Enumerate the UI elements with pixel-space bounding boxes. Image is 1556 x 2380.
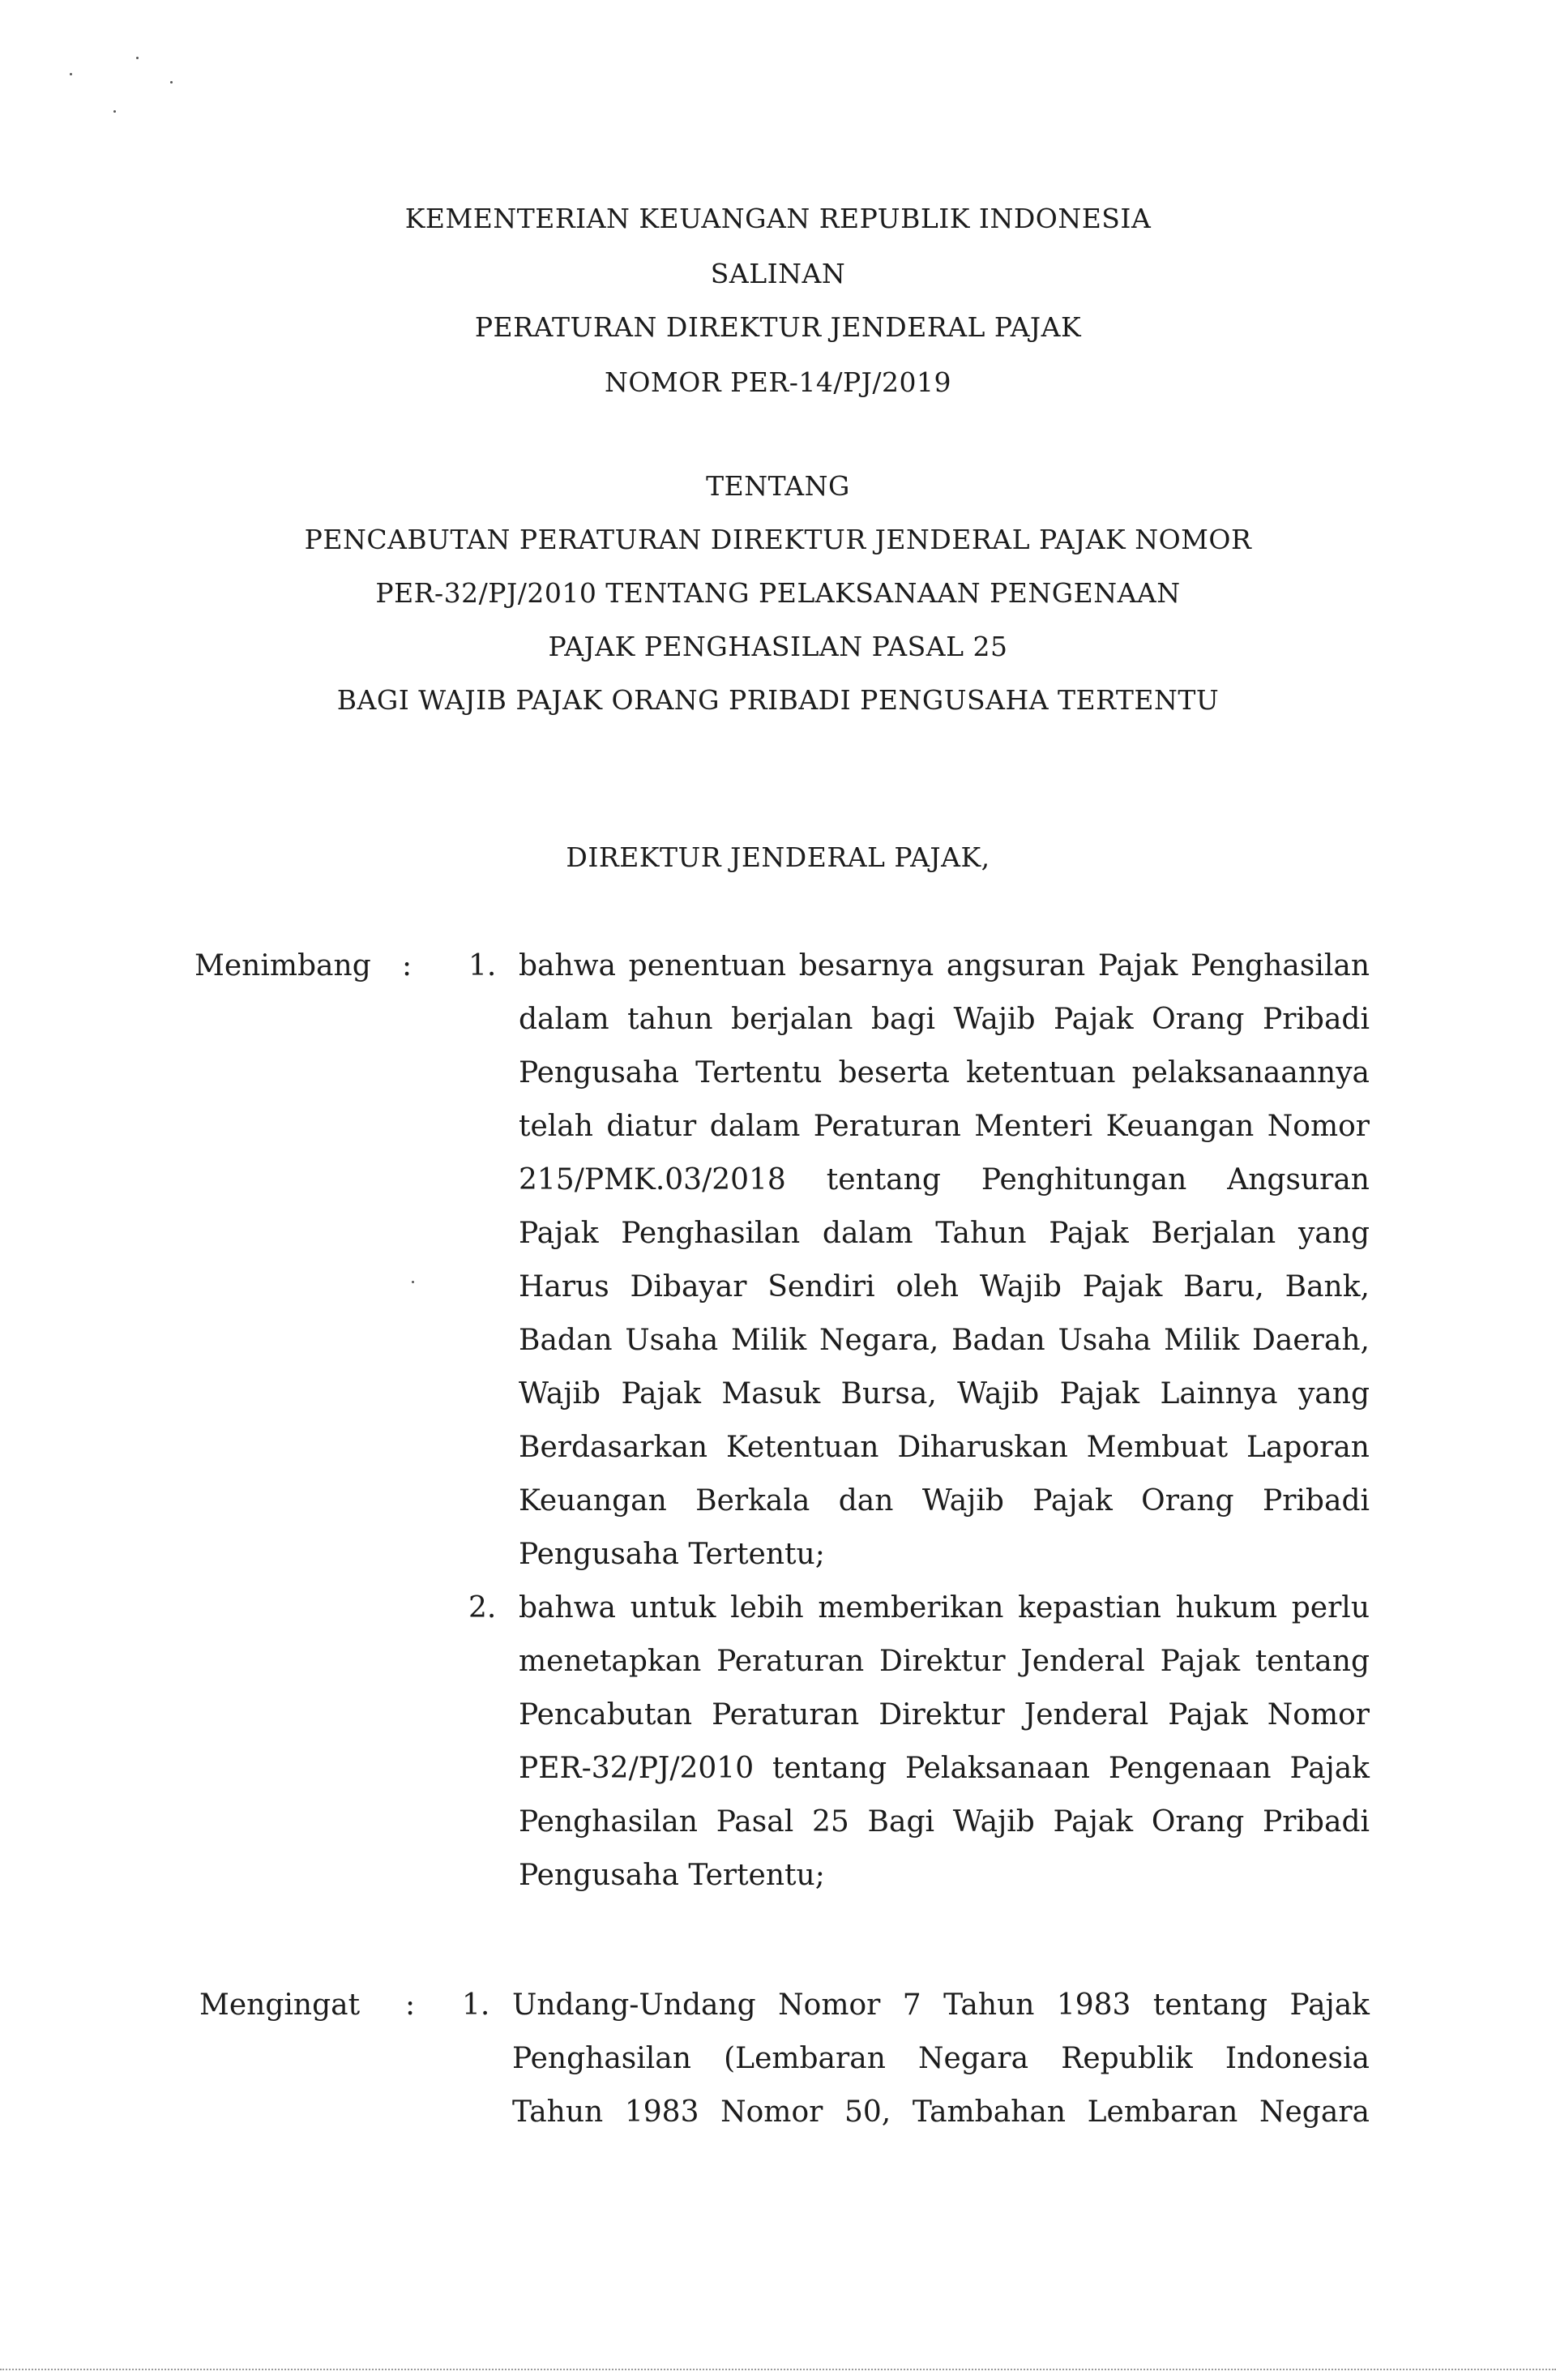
text-line: Penghasilan (Lembaran Negara Republik Indonesia	[512, 2042, 1370, 2075]
regulation-number: NOMOR PER-14/PJ/2019	[604, 366, 952, 398]
scan-edge-line	[0, 2369, 1556, 2370]
text-line: Badan Usaha Milik Negara, Badan Usaha Milik Daerah,	[519, 1324, 1370, 1357]
scan-speck	[113, 110, 116, 113]
text-line: Penghasilan Pasal 25 Bagi Wajib Pajak Orang Pribadi	[519, 1805, 1370, 1839]
title-line: PENCABUTAN PERATURAN DIREKTUR JENDERAL PAJAK NOMOR	[304, 524, 1252, 555]
mengingat-item-text	[512, 1979, 1370, 2139]
text-line: telah diatur dalam Peraturan Menteri Keuangan Nomor	[519, 1110, 1370, 1143]
text-line: Pengusaha Tertentu;	[519, 1538, 825, 1571]
menimbang-label: Menimbang	[194, 949, 371, 982]
scan-speck	[136, 57, 139, 59]
menimbang-item-text	[519, 940, 1370, 1582]
title-line: BAGI WAJIB PAJAK ORANG PRIBADI PENGUSAHA TERTENTU	[336, 684, 1220, 716]
text-line: Pencabutan Peraturan Direktur Jenderal Pajak Nomor	[519, 1698, 1370, 1731]
text-line: Tahun 1983 Nomor 50, Tambahan Lembaran Negara	[512, 2095, 1370, 2129]
scan-speck	[170, 81, 173, 83]
ministry-name: KEMENTERIAN KEUANGAN REPUBLIK INDONESIA	[404, 203, 1152, 234]
text-line: Berdasarkan Ketentuan Diharuskan Membuat Laporan	[519, 1431, 1370, 1464]
text-line: menetapkan Peraturan Direktur Jenderal Pajak tentang	[519, 1645, 1370, 1678]
text-line: bahwa untuk lebih memberikan kepastian hukum perlu	[519, 1591, 1370, 1624]
menimbang-item-number: 1.	[468, 949, 497, 982]
text-line: 215/PMK.03/2018 tentang Penghitungan Angsuran	[519, 1163, 1370, 1196]
text-line: Harus Dibayar Sendiri oleh Wajib Pajak Baru, Bank,	[519, 1270, 1370, 1303]
mengingat-label: Mengingat	[199, 1988, 361, 2022]
text-line: Keuangan Berkala dan Wajib Pajak Orang Pribadi	[519, 1484, 1370, 1517]
title-line: PER-32/PJ/2010 TENTANG PELAKSANAAN PENGENAAN	[375, 577, 1181, 609]
copy-label: SALINAN	[710, 258, 846, 289]
text-line: Wajib Pajak Masuk Bursa, Wajib Pajak Lainnya yang	[519, 1377, 1370, 1410]
menimbang-colon: :	[402, 949, 413, 982]
menimbang-item-text	[519, 1582, 1370, 1903]
text-line: Pengusaha Tertentu;	[519, 1859, 825, 1892]
text-line: Undang-Undang Nomor 7 Tahun 1983 tentang Pajak	[512, 1988, 1370, 2022]
mengingat-colon: :	[405, 1988, 416, 2022]
text-line: Pengusaha Tertentu beserta ketentuan pelaksanaannya	[519, 1056, 1370, 1089]
mengingat-item-number: 1.	[462, 1988, 490, 2022]
scan-speck	[412, 1281, 414, 1283]
text-line: bahwa penentuan besarnya angsuran Pajak Penghasilan	[519, 949, 1370, 982]
title-line: PAJAK PENGHASILAN PASAL 25	[548, 631, 1008, 662]
menimbang-item-number: 2.	[468, 1591, 497, 1624]
issuer-name: DIREKTUR JENDERAL PAJAK,	[566, 841, 990, 873]
text-line: Pajak Penghasilan dalam Tahun Pajak Berjalan yang	[519, 1217, 1370, 1250]
about-label: TENTANG	[706, 470, 850, 502]
text-line: PER-32/PJ/2010 tentang Pelaksanaan Pengenaan Pajak	[519, 1752, 1370, 1785]
scan-speck	[70, 73, 72, 75]
text-line: dalam tahun berjalan bagi Wajib Pajak Orang Pribadi	[519, 1003, 1370, 1036]
regulation-type: PERATURAN DIREKTUR JENDERAL PAJAK	[474, 311, 1082, 343]
